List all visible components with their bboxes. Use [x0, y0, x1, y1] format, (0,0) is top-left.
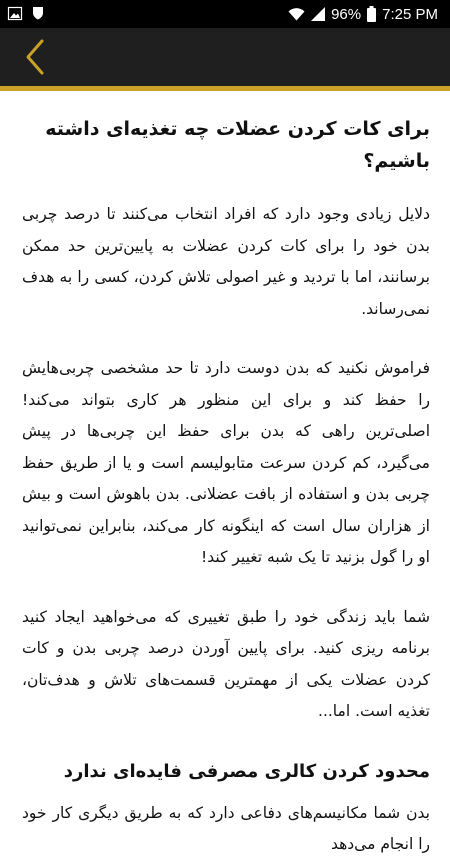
image-icon	[8, 7, 22, 20]
shield-icon	[32, 6, 44, 20]
article-body	[0, 91, 450, 861]
article-paragraph-3: شما باید زندگی خود را طبق تغییری که می‌خواهید ایجاد کنید برنامه ریزی کنید. برای پایین آوردن درصد چربی بدن و کات کردن عضلات یکی از مهمترین قسمت‌های تلاش و هدف‌تان، تغذیه است. اما...	[22, 607, 430, 720]
section-heading: محدود کردن کالری مصرفی فایده‌ای ندارد	[63, 760, 430, 782]
battery-percent: 96%	[331, 5, 362, 23]
app-bar	[0, 28, 450, 91]
status-right-indicators	[288, 0, 438, 28]
status-bar	[0, 0, 450, 28]
article-paragraph-2: فراموش نکنید که بدن دوست دارد تا حد مشخصی چربی‌هایش را حفظ کند و برای این منظور هر کاری بتواند می‌کند! اصلی‌ترین راهی که بدن برای حفظ این چربی‌ها در پیش می‌گیرد، کم کردن سرعت متابولیسم است و یا از طریق حفظ چربی بدن و استفاده از بافت عضلانی. بدن باهوش است و بیش از هزاران سال است که اینگونه کار می‌کند، بنابراین نمی‌توانید او را گول بزنید تا یک شبه تغییر کند!	[22, 359, 430, 566]
back-button[interactable]	[20, 36, 54, 78]
section-paragraph: بدن شما مکانیسم‌های دفاعی دارد که به طریق دیگری کار خود را انجام می‌دهد	[22, 803, 430, 853]
battery-icon	[367, 6, 376, 22]
article-title: برای کات کردن عضلات چه تغذیه‌ای داشته باشیم؟	[45, 118, 430, 172]
article-paragraph-1: دلایل زیادی وجود دارد که افراد انتخاب می‌کنند تا درصد چربی بدن خود را برای کات کردن عضلات به پایین‌ترین حد ممکن برسانند، اما با تردید و غیر اصولی تلاش کردن، کسی را به هدف نمی‌رساند.	[22, 205, 430, 318]
signal-icon	[311, 7, 325, 21]
chevron-left-icon	[20, 36, 54, 78]
status-time: 7:25 PM	[382, 5, 438, 23]
wifi-icon	[288, 7, 305, 21]
status-left-icons	[8, 6, 44, 20]
article-scroll-area[interactable]	[0, 91, 450, 853]
